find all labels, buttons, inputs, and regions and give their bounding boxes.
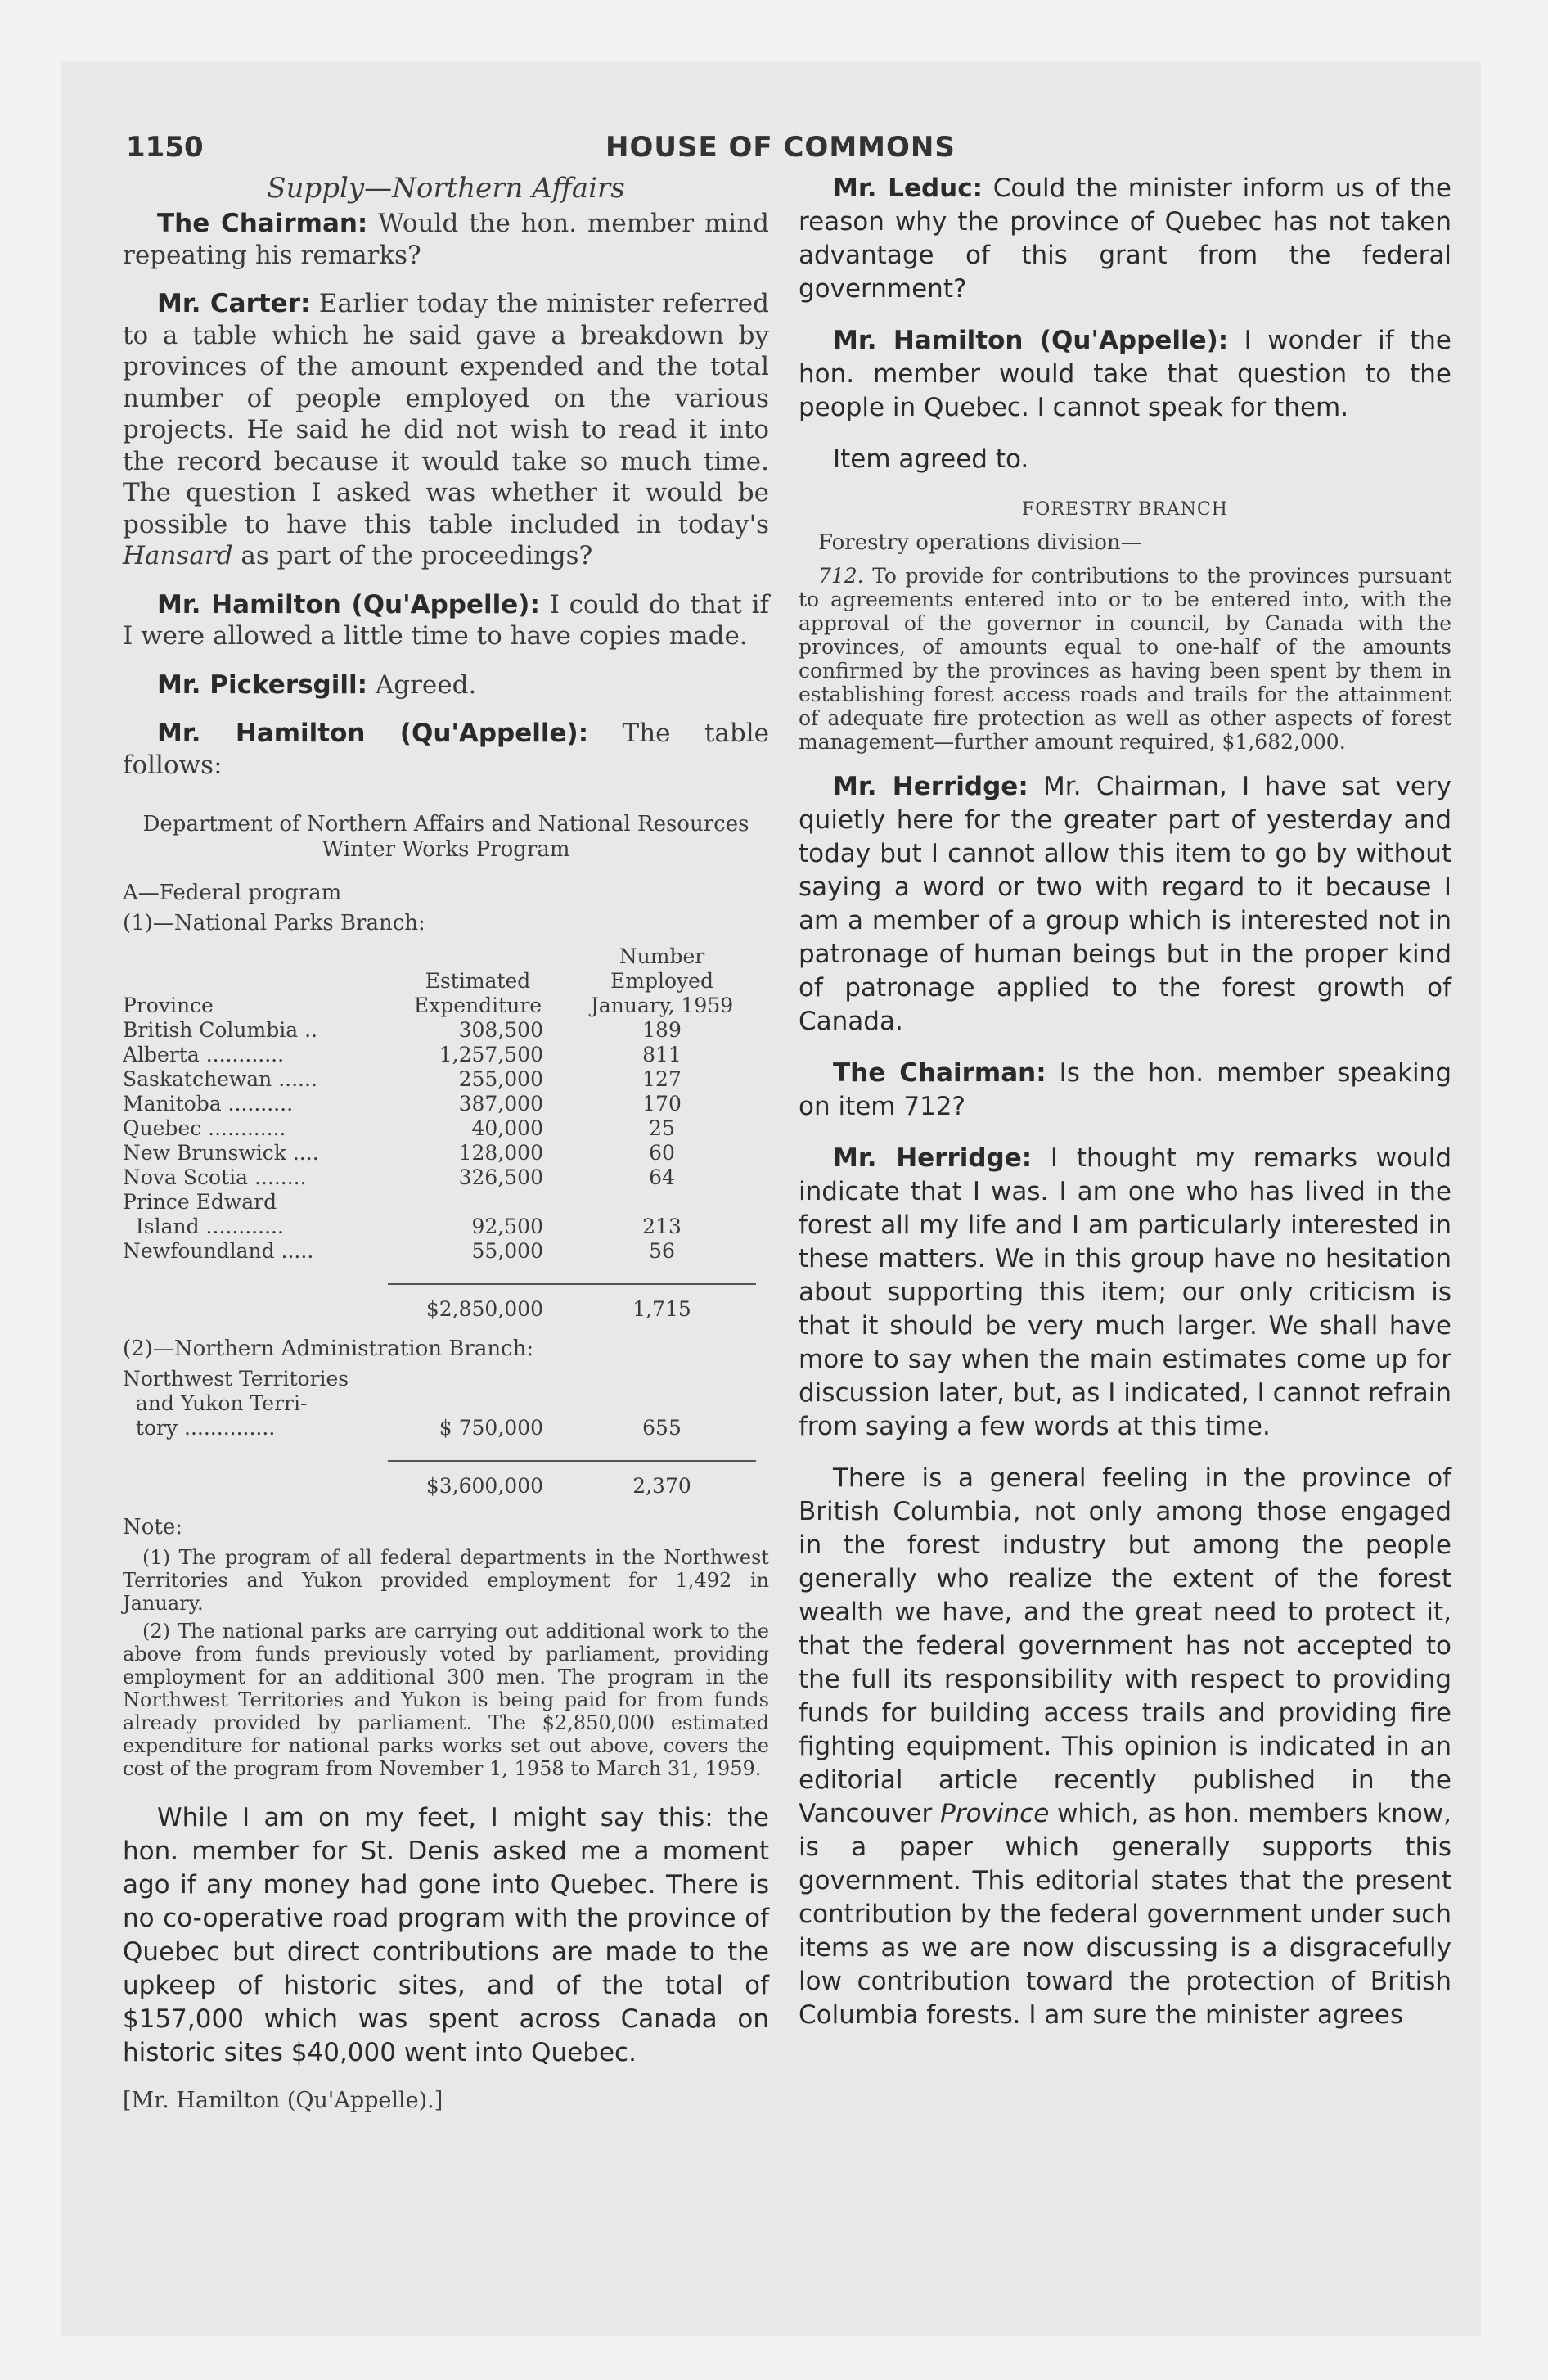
employed-cell: 127 [642,1067,682,1091]
speaker-name: Mr. Leduc: [833,174,983,203]
speaker-footer-reference: [Mr. Hamilton (Qu'Appelle).] [123,2088,443,2113]
winter-works-table [123,944,756,1322]
rule-row [123,1440,756,1461]
employed-cell: 60 [649,1141,675,1165]
speech-text: as part of the proceedings? [232,541,593,570]
header-employed: Number Employed January, 1959 [590,944,734,1017]
province-cell: Prince Edward [123,1190,277,1214]
speech-text: which, as hon. members know, is a paper which generally supports this government. This editorial states that the present contribution by the federal government under such items as we are now discussing is a disgracefully low contribution toward the protection of British Columbia forests. I am sure the minister agrees [799,1799,1451,2030]
employed-cell: 25 [649,1116,675,1140]
province-cell: Newfoundland ..... [123,1239,314,1263]
speech-paragraph [123,718,769,781]
running-title: HOUSE OF COMMONS [605,131,956,164]
province-cell: Northwest Territories and Yukon Terri- tory .............. [123,1367,349,1440]
table-row [123,1116,756,1141]
speaker-name: Mr. Hamilton (Qu'Appelle): [157,589,540,620]
total-row [123,1461,756,1499]
rule-row [123,1264,756,1284]
program-label: A—Federal program [123,881,342,905]
employed-cell: 811 [642,1043,682,1066]
speech-paragraph [799,1057,1451,1124]
note-text: (1) The program of all federal departments in the Northwest Territories and Yukon provided employment for 1,492 in January. [123,1546,769,1615]
division-label: Forestry operations division— [818,530,1142,555]
expenditure-cell: 326,500 [458,1165,543,1189]
speaker-name: The Chairman: [157,209,368,238]
right-column [799,172,1451,2050]
speaker-name: Mr. Herridge: [833,1143,1033,1173]
table-row [123,1092,756,1116]
italic-term: Province [940,1799,1050,1828]
expenditure-cell: 387,000 [458,1092,543,1116]
table-row [123,1043,756,1067]
table-row [123,1239,756,1264]
program-headings [123,881,769,936]
speech-paragraph: While I am on my feet, I might say this: the hon. member for St. Denis asked me a moment ago if any money had gone into Quebec. There is no co-operative road program with the province of Quebec but direct contributions are made to the upkeep of historic sites, and of the total of $157,000 which was spent across Canada on historic sites $40,000 went into Quebec. [123,1803,769,2067]
province-cell: British Columbia .. [123,1018,317,1042]
northern-admin-table [123,1367,756,1499]
subtotal-expenditure: $2,850,000 [425,1297,543,1321]
branch-label: (1)—National Parks Branch: [123,911,425,935]
speaker-name: Mr. Pickersgill: [157,669,368,700]
forestry-heading: FORESTRY BRANCH [1022,499,1228,520]
province-cell: Manitoba .......... [123,1092,294,1116]
province-cell: Saskatchewan ...... [123,1067,317,1091]
speech-paragraph [123,589,769,652]
employed-cell [568,1190,756,1215]
expenditure-cell: 40,000 [471,1116,543,1140]
subtotal-employed: 1,715 [632,1297,691,1321]
item-number: 712. [818,564,864,588]
speech-text: There is a general feeling in the province of British Columbia, not only among those engaged in the forest industry but among the people generally who realize the extent of the forest wealth we have, and the great need to protect it, that the federal government has not accepted to the full its responsibility with respect to providing funds for building access trails and providing fire fighting equipment. This opinion is indicated in an editorial article recently published in the Vancouver [799,1463,1451,1828]
item-text: To provide for contributions to the provinces pursuant to agreements entered into or to be entered into, with the approval of the governor in council, by Canada with the provinces, of amounts equal to one-half of the amounts confirmed by the provinces as having been spent by them in establishing forest access roads and trails for the attainment of adequate fire protection as well as other aspects of forest management—further amount required, $1,682,000. [799,564,1451,754]
section-heading: Supply—Northern Affairs [267,172,625,205]
province-cell: Island ............ [123,1215,284,1238]
note-label: Note: [123,1515,182,1539]
employed-cell: 213 [642,1215,682,1238]
province-cell: Quebec ............ [123,1116,286,1140]
speech-text: I thought my remarks would indicate that I was. I am one who has lived in the forest all my life and I am particularly interested in these matters. We in this group have no hesitation about supporting this item; our only criticism is that it should be very much larger. We shall have more to say when the main estimates come up for discussion later, but, as I indicated, I cannot refrain from saying a few words at this time. [799,1143,1451,1441]
speech-text: I could do that if I were allowed a little time to have copies made. [123,589,769,651]
speech-paragraph [799,324,1451,425]
speech-paragraph [799,770,1451,1039]
speech-text: Could the minister inform us of the reason why the province of Quebec has not taken advantage of this grant from the federal government? [799,174,1451,304]
speech-paragraph [799,1142,1451,1444]
employed-cell: 170 [642,1092,682,1116]
header-expenditure: Estimated Expenditure [413,969,542,1017]
speech-text: I wonder if the hon. member would take that question to the people in Quebec. I cannot speak for them. [799,326,1451,422]
expenditure-cell [388,1190,568,1215]
table-title: Department of Northern Affairs and National Resources Winter Works Program [142,812,749,862]
speech-text: Mr. Chairman, I have sat very quietly here for the greater part of yesterday and today but I cannot allow this item to go by without saying a word or two with regard to it because I am a member of a group which is interested not in patronage of human beings but in the proper kind of patronage applied to the forest growth of Canada. [799,772,1451,1036]
expenditure-cell: 55,000 [471,1239,543,1263]
left-column [123,172,769,2113]
header-province: Province [123,994,214,1017]
expenditure-cell: $ 750,000 [439,1416,543,1440]
branch-label: (2)—Northern Administration Branch: [123,1336,534,1361]
province-cell: Nova Scotia ........ [123,1165,307,1189]
rule [568,1264,756,1284]
speech-text: Is the hon. member speaking on item 712? [799,1058,1451,1121]
employed-cell: 64 [649,1165,675,1189]
note-text: (2) The national parks are carrying out additional work to the above from funds previously voted by parliament, providing employment for an additional 300 men. The program in the Northwest Territories and Yukon is being paid for from funds already provided by parliament. The $2,850,000 estimated expenditure for national parks works set out above, covers the cost of the program from November 1, 1958 to March 31, 1959. [123,1620,769,1780]
speaker-name: Mr. Carter: [157,289,311,318]
speech-text: Would the hon. member mind repeating his remarks? [123,209,769,270]
speech-paragraph [799,1462,1451,2032]
employed-cell: 189 [642,1018,682,1042]
rule [568,1440,756,1461]
speech-paragraph [123,669,769,701]
speech-text: Earlier today the minister referred to a table which he said gave a breakdown by provinces of the amount expended and the total number of people employed on the various projects. He said he did not wish to read it into the record because it would take so much time. The question I asked was whether it would be possible to have this table included in today's [123,289,769,539]
expenditure-cell: 308,500 [458,1018,543,1042]
speaker-name: Mr. Herridge: [833,772,1028,801]
table-row [123,1165,756,1190]
item-agreed: Item agreed to. [833,444,1029,474]
speaker-name: Mr. Hamilton (Qu'Appelle): [157,719,589,748]
table-header-row [123,944,756,1018]
table-row [123,1367,756,1440]
rule [388,1264,568,1284]
expenditure-cell: 128,000 [458,1141,543,1165]
speaker-name: Mr. Hamilton (Qu'Appelle): [833,326,1229,355]
table-row [123,1018,756,1043]
expenditure-cell: 255,000 [458,1067,543,1091]
total-employed: 2,370 [632,1474,691,1498]
table-row [123,1067,756,1092]
employed-cell: 56 [649,1239,675,1263]
speech-text: The table follows: [123,719,769,780]
table-row [123,1190,756,1215]
speech-paragraph [123,208,769,271]
expenditure-cell: 1,257,500 [439,1043,543,1066]
province-cell: Alberta ............ [123,1043,285,1066]
italic-term: Hansard [123,541,233,570]
total-expenditure: $3,600,000 [425,1474,543,1498]
estimate-item [799,564,1451,754]
table-row [123,1215,756,1239]
province-cell: New Brunswick .... [123,1141,319,1165]
table-row [123,1141,756,1165]
speaker-name: The Chairman: [833,1058,1046,1088]
employed-cell: 655 [642,1416,682,1440]
page-number: 1150 [126,131,204,164]
speech-paragraph [799,172,1451,306]
speech-paragraph [123,288,769,572]
speech-text: Agreed. [367,669,477,700]
expenditure-cell: 92,500 [471,1215,543,1238]
rule [388,1440,568,1461]
subtotal-row [123,1284,756,1322]
